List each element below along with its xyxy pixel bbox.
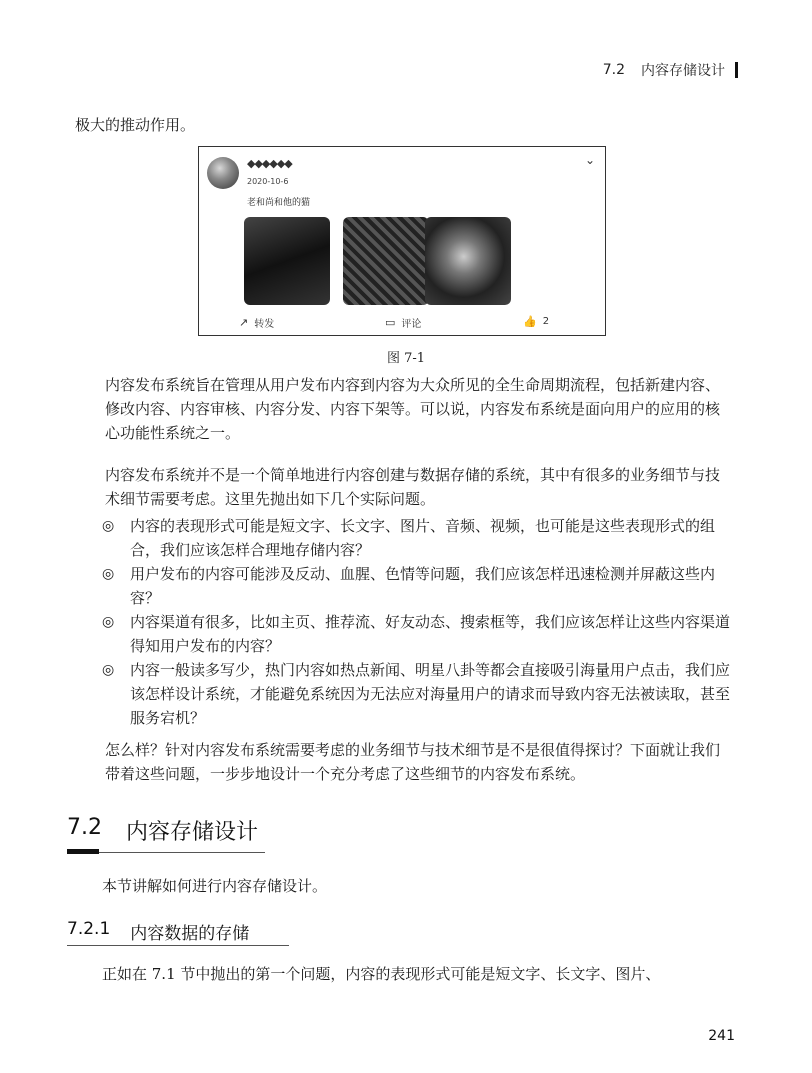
paragraph [75,463,731,511]
share-icon: ↗ [239,316,249,329]
subsection-heading [67,919,249,944]
header-bar [735,62,738,78]
subsection-rule [67,945,289,946]
section-number: 7.2 [67,815,102,840]
header-section-title: 内容存储设计 [641,63,725,79]
bullet-icon: ◎ [102,662,115,678]
running-header [603,60,738,80]
section-body: 本节讲解如何进行内容存储设计。 [102,877,328,895]
list-item [102,562,732,610]
chevron-down-icon: ⌄ [584,153,595,167]
comment-action [385,315,421,330]
list-item-text: 内容渠道有很多，比如主页、推荐流、好友动态、搜索框等，我们应该怎样让这些内容渠道得知用户发布的内容？ [130,613,731,655]
avatar [207,157,239,189]
page-number: 241 [708,1028,735,1044]
like-action [523,315,549,328]
post-photo [244,217,330,305]
post-photo [343,217,429,305]
list-item [102,514,732,562]
paragraph-text: 怎么样？针对内容发布系统需要考虑的业务细节与技术细节是不是很值得探讨？下面就让我们带着这些问题，一步步地设计一个充分考虑了这些细节的内容发布系统。 [105,741,721,783]
share-label: 转发 [254,319,275,330]
figure-caption: 图 7-1 [386,351,426,366]
share-action [239,315,274,330]
list-item-text: 内容的表现形式可能是短文字、长文字、图片、音频、视频，也可能是这些表现形式的组合，我们应该怎样合理地存储内容？ [130,517,716,559]
list-item-text: 内容一般读多写少，热门内容如热点新闻、明星八卦等都会直接吸引海量用户点击，我们应该怎样设计系统，才能避免系统因为无法应对海量用户的请求而导致内容无法被读取，甚至服务宕机？ [130,661,731,727]
post-text: 老和尚和他的猫 [247,198,311,208]
list-item-text: 用户发布的内容可能涉及反动、血腥、色情等问题，我们应该怎样迅速检测并屏蔽这些内容？ [130,565,716,607]
list-item [102,610,732,658]
paragraph-text: 内容发布系统并不是一个简单地进行内容创建与数据存储的系统，其中有很多的业务细节与技术细节需要考虑。这里先抛出如下几个实际问题。 [105,466,721,508]
post-photo [425,217,511,305]
bullet-icon: ◎ [102,614,115,630]
bullet-icon: ◎ [102,518,115,534]
paragraph [75,738,731,786]
subsection-number: 7.2.1 [67,919,111,939]
post-date: 2020-10-6 [247,177,289,186]
like-count: 2 [542,316,550,327]
bullet-icon: ◎ [102,566,115,582]
section-rule-accent [67,849,99,854]
thumbs-up-icon: 👍 [523,315,537,328]
figure-post-card [198,146,606,336]
subsection-body: 正如在 7.1 节中抛出的第一个问题，内容的表现形式可能是短文字、长文字、图片、 [102,965,661,983]
header-section-number: 7.2 [602,62,625,78]
section-title: 内容存储设计 [126,820,259,845]
comment-label: 评论 [401,319,422,330]
comment-icon: ▭ [385,316,396,329]
section-heading [67,815,258,846]
continuation-text: 极大的推动作用。 [75,116,196,134]
subsection-title: 内容数据的存储 [130,924,250,944]
username: ◆◆◆◆◆◆ [247,157,292,170]
paragraph-text: 内容发布系统旨在管理从用户发布内容到内容为大众所见的全生命周期流程，包括新建内容、修改内容、内容审核、内容分发、内容下架等。可以说，内容发布系统是面向用户的应用的核心功能性系统之一。 [105,376,721,442]
question-list [102,514,732,730]
paragraph [75,373,731,445]
list-item [102,658,732,730]
